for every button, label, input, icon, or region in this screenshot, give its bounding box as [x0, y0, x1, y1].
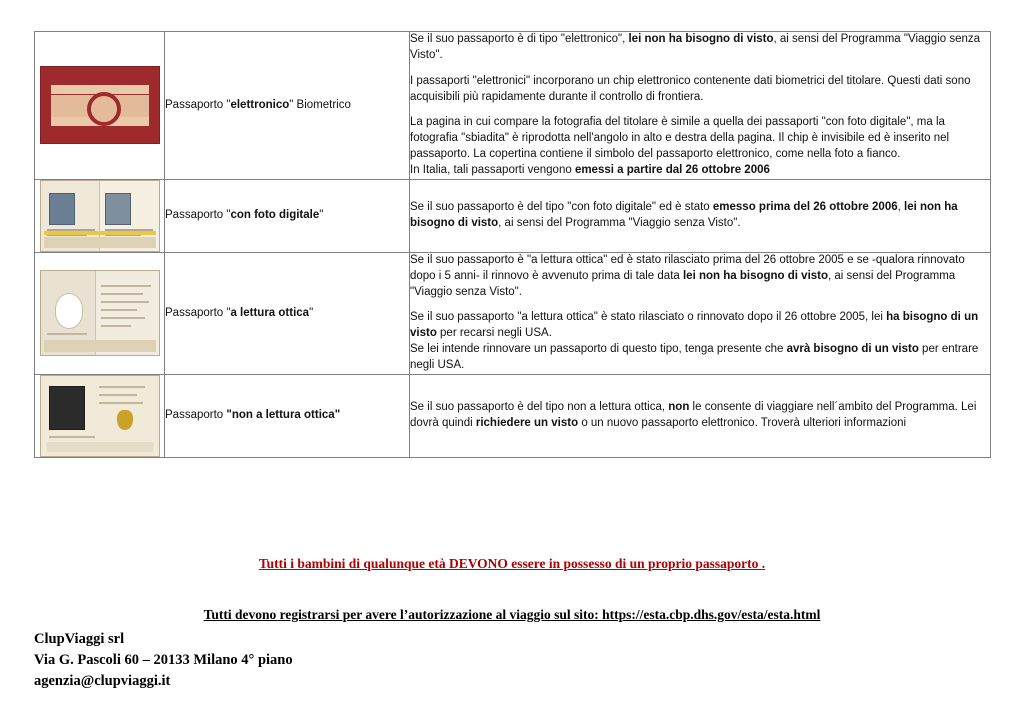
text-run: per entrare negli USA. [410, 343, 979, 372]
text-run-bold: emessi a partire dal 26 ottobre 2006 [574, 164, 770, 177]
text-run: In Italia, tali passaporti vengono [410, 164, 575, 177]
text-run: o un nuovo passaporto elettronico. Troverà ulteriori informazioni [578, 416, 907, 429]
text-run: , ai sensi del Programma "Viaggio senza Visto". [498, 216, 741, 229]
paragraph [410, 32, 990, 64]
paragraph [410, 74, 990, 106]
passport-type-description [410, 32, 991, 180]
paragraph [410, 342, 990, 374]
passport-image-cell [35, 179, 165, 252]
paragraph [410, 163, 990, 179]
passport-non-machine-readable-page-icon [40, 375, 160, 457]
passport-digital-photo-page-icon [40, 180, 160, 252]
passport-types-table [34, 31, 991, 458]
esta-registration-notice: Tutti devono registrarsi per avere l’autorizzazione al viaggio sul sito: https://esta.cbp.dhs.gov/esta/esta.html [203, 607, 821, 622]
text-run: La pagina in cui compare la fotografia del titolare è simile a quella dei passaporti "con foto digitale", ma la fotografia "sbiadita" è riprodotta nell'angolo in alto e destra della pagina. Il chip è invisibile ed è inserito nel passaporto. La copertina contiene il simbolo del passaporto elettronico, come nella foto a fianco. [410, 116, 950, 161]
label-prefix: Passaporto [165, 409, 227, 422]
text-run: Se il suo passaporto è "a lettura ottica" ed è stato rilasciato prima del 26 ottobre 2005 e se -qualora rinnovato dopo i 5 anni- il rinnovo è avvenuto prima di tale data [410, 253, 965, 282]
text-run: , ai sensi del Programma "Viaggio senza Visto". [410, 33, 981, 61]
label-bold: elettronico [230, 98, 290, 111]
table-row [35, 179, 991, 252]
text-run-bold: ha bisogno di un visto [410, 311, 979, 340]
text-run: , [897, 201, 904, 214]
passport-type-description [410, 252, 991, 374]
label-suffix: " [319, 209, 324, 222]
label-bold: con foto digitale [230, 209, 320, 222]
passport-type-description [410, 374, 991, 457]
paragraph [410, 400, 990, 432]
label-bold: "non a lettura ottica" [226, 409, 341, 422]
company-email: agenzia@clupviaggi.it [34, 673, 171, 690]
passport-machine-readable-page-icon [40, 270, 160, 356]
label-bold: a lettura ottica [230, 306, 310, 319]
company-address: Via G. Pascoli 60 – 20133 Milano 4° piano [34, 652, 293, 669]
text-run-bold: lei non ha bisogno di visto [410, 201, 958, 229]
passport-type-label [165, 32, 410, 180]
text-run-bold: lei non ha bisogno di visto [628, 33, 774, 45]
text-run-bold: emesso prima del 26 ottobre 2006 [712, 201, 898, 214]
text-run: per recarsi negli USA. [436, 327, 552, 340]
passport-image-cell [35, 32, 165, 180]
table-row [35, 374, 991, 457]
label-prefix: Passaporto " [165, 306, 231, 319]
passport-image-cell [35, 374, 165, 457]
text-run: Se il suo passaporto è di tipo "elettronico", [410, 33, 629, 45]
passport-type-description [410, 179, 991, 252]
text-run: Se lei intende rinnovare un passaporto di questo tipo, tenga presente che [410, 343, 787, 356]
text-run-bold: non [668, 401, 690, 414]
label-suffix: " Biometrico [289, 98, 351, 111]
passport-type-label [165, 179, 410, 252]
paragraph [410, 310, 990, 342]
text-run: I passaporti "elettronici" incorporano un chip elettronico contenente dati biometrici del titolare. Questi dati sono acquisibili più rapidamente durante il controllo di frontiera. [410, 74, 971, 103]
table-row [35, 32, 991, 180]
passport-electronic-biometric-cover-icon [40, 66, 160, 144]
text-run: Se il suo passaporto "a lettura ottica" è stato rilasciato o rinnovato dopo il 26 ottobre 2005, lei [410, 311, 887, 324]
company-name: ClupViaggi srl [34, 631, 125, 647]
passport-image-cell [35, 252, 165, 374]
text-run: Se il suo passaporto è del tipo "con foto digitale" ed è stato [410, 201, 713, 214]
table-row [35, 252, 991, 374]
text-run-bold: avrà bisogno di un visto [786, 343, 919, 356]
label-prefix: Passaporto " [165, 209, 231, 222]
text-run: le consente di viaggiare nell´ambito del Programma. Lei dovrà quindi [410, 401, 977, 429]
passport-type-label [165, 252, 410, 374]
paragraph [410, 200, 990, 232]
text-run: Se il suo passaporto è del tipo non a lettura ottica, [410, 401, 669, 414]
passport-type-label [165, 374, 410, 457]
text-run: , ai sensi del Programma "Viaggio senza Visto". [410, 269, 956, 298]
label-prefix: Passaporto " [165, 98, 231, 111]
children-passport-notice: Tutti i bambini di qualunque età DEVONO essere in possesso di un proprio passaporto . [258, 556, 766, 571]
agency-contact-block [34, 629, 293, 692]
paragraph [410, 253, 990, 301]
paragraph [410, 115, 990, 163]
label-suffix: " [309, 306, 314, 319]
text-run-bold: lei non ha bisogno di visto [682, 269, 829, 282]
text-run-bold: richiedere un visto [475, 416, 579, 429]
